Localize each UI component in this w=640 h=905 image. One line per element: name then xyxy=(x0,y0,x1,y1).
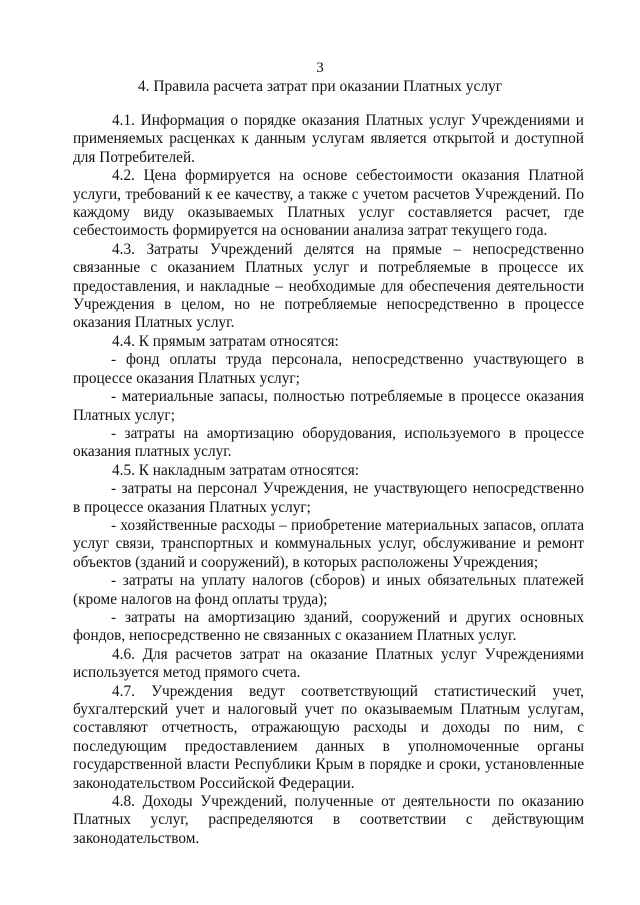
list-item-direct-3: - затраты на амортизацию оборудования, используемого в процессе оказания платных услуг. xyxy=(73,424,584,461)
paragraph-4-1: 4.1. Информация о порядке оказания Платных услуг Учреждениями и применяемых расценках к данным услугам является открытой и доступной для Потребителей. xyxy=(73,112,584,166)
paragraph-4-3: 4.3. Затраты Учреждений делятся на прямые – непосредственно связанные с оказанием Платных услуг и потребляемые в процессе их предоставления, и накладные – необходимые для обеспечения деятельности Учреждения в целом, но не потребляемые непосредственно в процессе оказания Платных услуг. xyxy=(73,240,584,332)
page-number: 3 xyxy=(316,60,324,76)
list-item-overhead-4: - затраты на амортизацию зданий, сооружений и других основных фондов, непосредственно не связанных с оказанием Платных услуг. xyxy=(73,608,584,645)
list-item-direct-2: - материальные запасы, полностью потребляемые в процессе оказания Платных услуг; xyxy=(73,388,584,424)
paragraph-4-2: 4.2. Цена формируется на основе себестоимости оказания Платной услуги, требований к ее качеству, а также с учетом расчетов Учреждений. По каждому виду оказываемых Платных услуг составляется расчет, где себестоимость формируется на основании анализа затрат текущего года. xyxy=(73,167,584,240)
paragraph-4-8: 4.8. Доходы Учреждений, полученные от деятельности по оказанию Платных услуг, распределяются в соответствии с действующим законодательством. xyxy=(73,793,584,847)
paragraph-4-7: 4.7. Учреждения ведут соответствующий статистический учет, бухгалтерский учет и налоговый учет по оказываемым Платным услугам, составляют отчетность, отражающую расходы и доходы по ним, с последующим предоставлением данных в уполномоченные органы государственной власти Республики Крым в порядке и сроки, установленные законодательством Российской Федерации. xyxy=(73,682,584,792)
paragraph-4-5: 4.5. К накладным затратам относятся: xyxy=(112,461,360,479)
section-title: 4. Правила расчета затрат при оказании Платных услуг xyxy=(137,78,503,95)
list-item-overhead-1: - затраты на персонал Учреждения, не участвующего непосредственно в процессе оказания Платных услуг; xyxy=(73,480,584,516)
paragraph-4-4: 4.4. К прямым затратам относятся: xyxy=(112,332,339,350)
list-item-overhead-3: - затраты на уплату налогов (сборов) и иных обязательных платежей (кроме налогов на фонд оплаты труда); xyxy=(73,572,584,608)
list-item-overhead-2: - хозяйственные расходы – приобретение материальных запасов, оплата услуг связи, транспортных и коммунальных услуг, обслуживание и ремонт объектов (зданий и сооружений), в которых расположены Учреждения; xyxy=(73,516,584,571)
paragraph-4-6: 4.6. Для расчетов затрат на оказание Платных услуг Учреждениями используется метод прямого счета. xyxy=(73,645,584,682)
list-item-direct-1: - фонд оплаты труда персонала, непосредственно участвующего в процессе оказания Платных услуг; xyxy=(73,351,584,387)
section-body xyxy=(73,112,584,848)
